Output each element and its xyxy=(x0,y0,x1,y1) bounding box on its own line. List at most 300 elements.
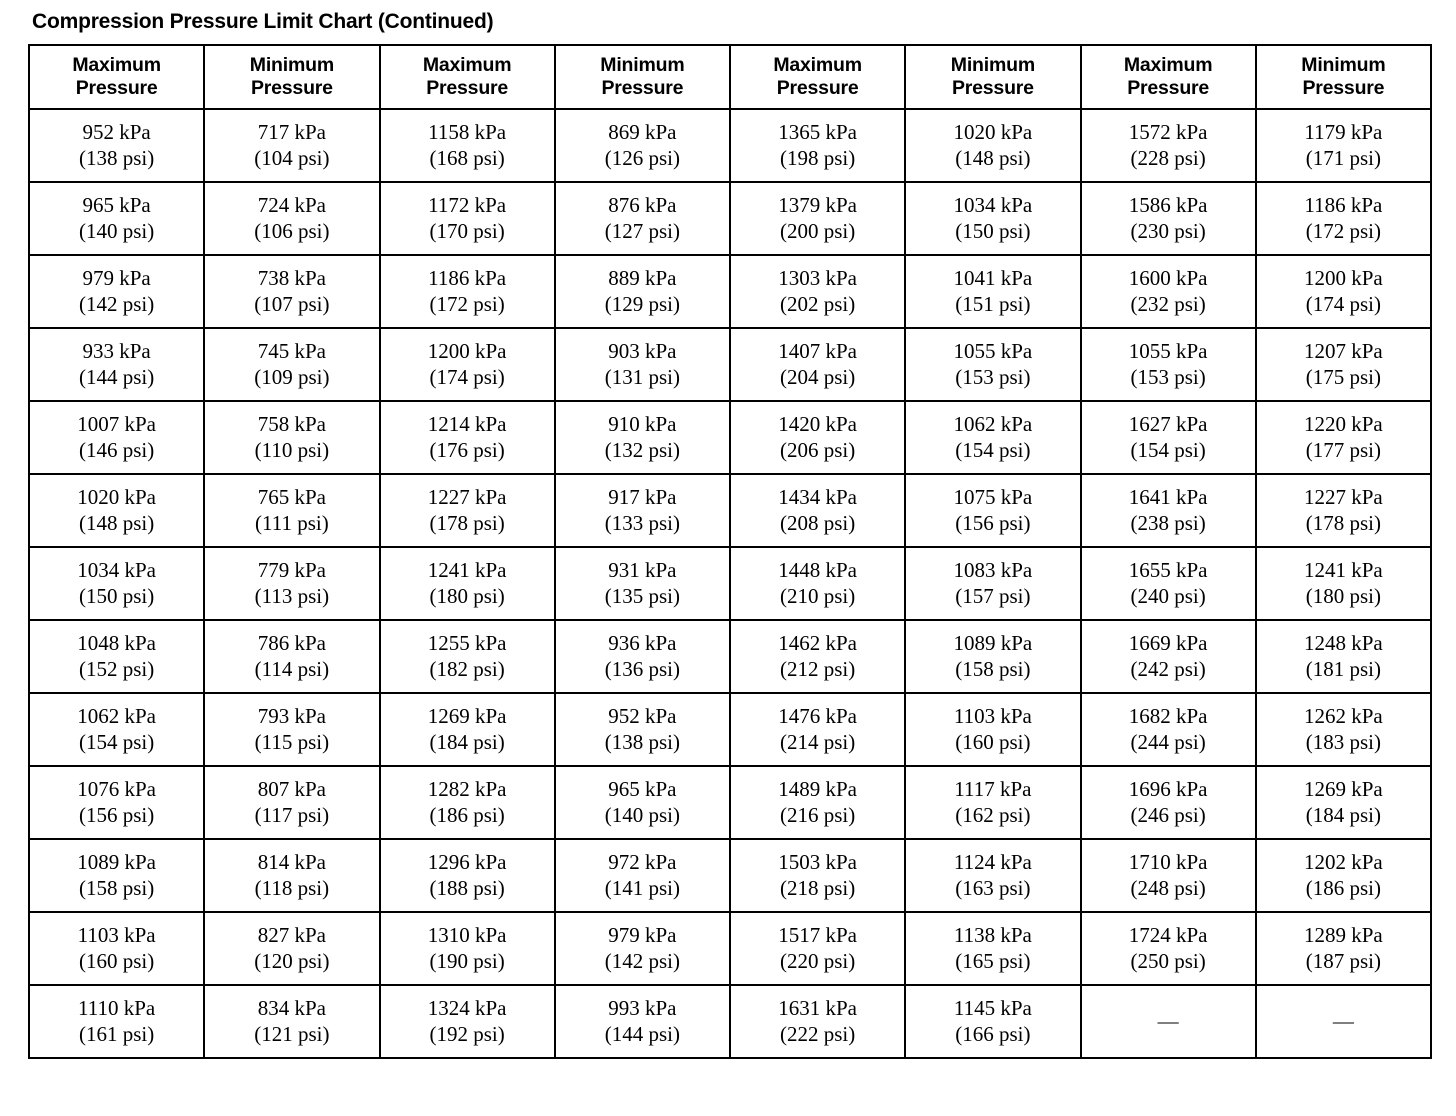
value-psi: (151 psi) xyxy=(955,291,1031,316)
column-header-min-pressure-4 xyxy=(1256,45,1431,109)
value-kpa: 1007 kPa xyxy=(77,411,156,436)
value-psi: (131 psi) xyxy=(604,364,680,389)
value-kpa: 1710 kPa xyxy=(1128,849,1208,874)
value-kpa: 1641 kPa xyxy=(1128,484,1208,509)
value-psi: (111 psi) xyxy=(255,510,329,535)
table-row xyxy=(29,839,1431,912)
table-cell xyxy=(204,547,379,620)
table-cell xyxy=(905,474,1080,547)
value-psi: (148 psi) xyxy=(79,510,155,535)
value-kpa: 1186 kPa xyxy=(1304,192,1383,217)
value-psi: (142 psi) xyxy=(79,291,155,316)
table-cell xyxy=(1081,255,1256,328)
value-kpa: 1600 kPa xyxy=(1128,265,1208,290)
table-cell xyxy=(730,912,905,985)
value-psi: (165 psi) xyxy=(955,948,1031,973)
value-kpa: 1048 kPa xyxy=(77,630,156,655)
header-line-2: Pressure xyxy=(1302,77,1385,99)
value-kpa: 889 kPa xyxy=(608,265,677,290)
header-line-1: Minimum xyxy=(600,54,685,76)
value-kpa: 1365 kPa xyxy=(778,119,857,144)
table-cell xyxy=(555,182,730,255)
table-cell xyxy=(204,182,379,255)
table-cell xyxy=(380,620,555,693)
value-kpa: 1200 kPa xyxy=(1304,265,1383,290)
table-cell xyxy=(1256,182,1431,255)
table-row xyxy=(29,182,1431,255)
table-cell xyxy=(555,839,730,912)
value-kpa: 1434 kPa xyxy=(778,484,857,509)
value-psi: (182 psi) xyxy=(429,656,505,681)
value-psi: (186 psi) xyxy=(429,802,505,827)
table-cell xyxy=(555,474,730,547)
page-title: Compression Pressure Limit Chart (Continued) xyxy=(32,10,494,33)
table-cell xyxy=(730,547,905,620)
value-kpa: 1303 kPa xyxy=(778,265,857,290)
value-kpa: 1103 kPa xyxy=(953,703,1032,728)
value-psi: (136 psi) xyxy=(604,656,680,681)
value-kpa: 1076 kPa xyxy=(77,776,156,801)
value-kpa: 1172 kPa xyxy=(428,192,507,217)
table-cell xyxy=(905,985,1080,1058)
value-psi: (200 psi) xyxy=(780,218,856,243)
value-psi: (180 psi) xyxy=(429,583,505,608)
table-cell xyxy=(730,182,905,255)
value-psi: (180 psi) xyxy=(1305,583,1381,608)
value-psi: (162 psi) xyxy=(955,802,1031,827)
table-cell-empty xyxy=(1256,985,1431,1058)
value-kpa: 952 kPa xyxy=(82,119,151,144)
value-kpa: 1034 kPa xyxy=(953,192,1033,217)
table-cell xyxy=(1256,328,1431,401)
table-cell xyxy=(905,255,1080,328)
table-cell xyxy=(730,620,905,693)
value-kpa: 1289 kPa xyxy=(1304,922,1383,947)
value-psi: (238 psi) xyxy=(1130,510,1206,535)
value-kpa: 1296 kPa xyxy=(427,849,507,874)
value-kpa: 1269 kPa xyxy=(427,703,507,728)
value-dash: — xyxy=(1157,1008,1179,1033)
table-cell xyxy=(29,620,204,693)
value-psi: (153 psi) xyxy=(1130,364,1206,389)
value-kpa: 1138 kPa xyxy=(953,922,1032,947)
value-psi: (184 psi) xyxy=(429,729,505,754)
table-cell xyxy=(1256,474,1431,547)
value-kpa: 1055 kPa xyxy=(953,338,1033,363)
value-psi: (176 psi) xyxy=(429,437,505,462)
value-psi: (204 psi) xyxy=(780,364,856,389)
value-kpa: 1241 kPa xyxy=(1304,557,1383,582)
value-psi: (138 psi) xyxy=(79,145,155,170)
table-cell xyxy=(204,912,379,985)
value-psi: (198 psi) xyxy=(780,145,856,170)
header-line-2: Pressure xyxy=(776,77,859,99)
value-psi: (107 psi) xyxy=(254,291,330,316)
value-kpa: 1020 kPa xyxy=(953,119,1033,144)
value-kpa: 1420 kPa xyxy=(778,411,857,436)
table-cell xyxy=(905,109,1080,182)
column-header-max-pressure-1 xyxy=(29,45,204,109)
table-cell xyxy=(905,620,1080,693)
table-row xyxy=(29,620,1431,693)
value-kpa: 1179 kPa xyxy=(1304,119,1383,144)
table-cell xyxy=(380,401,555,474)
value-dash: — xyxy=(1332,1008,1354,1033)
value-psi: (158 psi) xyxy=(955,656,1031,681)
table-cell xyxy=(730,985,905,1058)
table-row xyxy=(29,985,1431,1058)
table-cell xyxy=(29,766,204,839)
value-psi: (188 psi) xyxy=(429,875,505,900)
table-cell xyxy=(905,182,1080,255)
value-psi: (175 psi) xyxy=(1305,364,1381,389)
value-kpa: 1476 kPa xyxy=(778,703,857,728)
value-psi: (160 psi) xyxy=(955,729,1031,754)
table-row xyxy=(29,109,1431,182)
value-psi: (228 psi) xyxy=(1130,145,1206,170)
table-cell xyxy=(204,766,379,839)
table-cell xyxy=(1081,693,1256,766)
value-kpa: 1117 kPa xyxy=(954,776,1032,801)
table-cell xyxy=(29,255,204,328)
table-cell xyxy=(555,547,730,620)
value-psi: (232 psi) xyxy=(1130,291,1206,316)
value-psi: (113 psi) xyxy=(254,583,330,608)
value-psi: (138 psi) xyxy=(604,729,680,754)
value-kpa: 724 kPa xyxy=(257,192,326,217)
value-kpa: 1262 kPa xyxy=(1304,703,1383,728)
value-kpa: 1682 kPa xyxy=(1128,703,1208,728)
value-kpa: 827 kPa xyxy=(257,922,326,947)
value-psi: (132 psi) xyxy=(604,437,680,462)
value-psi: (144 psi) xyxy=(604,1021,680,1046)
value-psi: (157 psi) xyxy=(955,583,1031,608)
table-cell xyxy=(204,693,379,766)
value-kpa: 979 kPa xyxy=(608,922,677,947)
value-psi: (240 psi) xyxy=(1130,583,1206,608)
value-psi: (212 psi) xyxy=(780,656,856,681)
table-cell xyxy=(29,328,204,401)
value-psi: (168 psi) xyxy=(429,145,505,170)
table-cell xyxy=(380,255,555,328)
value-kpa: 717 kPa xyxy=(257,119,326,144)
table-cell xyxy=(730,693,905,766)
table-cell xyxy=(1256,620,1431,693)
value-kpa: 933 kPa xyxy=(82,338,151,363)
value-kpa: 952 kPa xyxy=(608,703,677,728)
value-psi: (126 psi) xyxy=(604,145,680,170)
value-kpa: 965 kPa xyxy=(82,192,151,217)
value-psi: (174 psi) xyxy=(429,364,505,389)
table-cell xyxy=(905,401,1080,474)
value-psi: (246 psi) xyxy=(1130,802,1206,827)
table-cell xyxy=(1256,255,1431,328)
value-kpa: 1572 kPa xyxy=(1128,119,1208,144)
value-psi: (230 psi) xyxy=(1130,218,1206,243)
table-cell xyxy=(730,255,905,328)
value-kpa: 1489 kPa xyxy=(778,776,857,801)
value-kpa: 1255 kPa xyxy=(427,630,507,655)
value-psi: (214 psi) xyxy=(780,729,856,754)
table-cell xyxy=(555,912,730,985)
value-kpa: 1020 kPa xyxy=(77,484,156,509)
table-row xyxy=(29,912,1431,985)
column-header-min-pressure-1 xyxy=(204,45,379,109)
value-psi: (117 psi) xyxy=(254,802,330,827)
table-cell xyxy=(204,985,379,1058)
value-psi: (177 psi) xyxy=(1305,437,1381,462)
value-kpa: 1627 kPa xyxy=(1128,411,1208,436)
header-line-2: Pressure xyxy=(426,77,509,99)
value-kpa: 1669 kPa xyxy=(1128,630,1208,655)
value-kpa: 1062 kPa xyxy=(77,703,156,728)
value-psi: (135 psi) xyxy=(604,583,680,608)
value-kpa: 1696 kPa xyxy=(1128,776,1208,801)
header-line-1: Maximum xyxy=(773,54,862,76)
header-line-1: Maximum xyxy=(1123,54,1213,76)
value-kpa: 807 kPa xyxy=(257,776,326,801)
value-psi: (172 psi) xyxy=(1305,218,1381,243)
value-kpa: 1083 kPa xyxy=(953,557,1033,582)
value-psi: (172 psi) xyxy=(429,291,505,316)
table-cell xyxy=(1256,839,1431,912)
value-psi: (158 psi) xyxy=(79,875,155,900)
table-cell xyxy=(380,693,555,766)
value-psi: (216 psi) xyxy=(780,802,856,827)
table-cell xyxy=(905,766,1080,839)
value-psi: (127 psi) xyxy=(604,218,680,243)
value-psi: (218 psi) xyxy=(780,875,856,900)
value-psi: (154 psi) xyxy=(955,437,1031,462)
value-psi: (160 psi) xyxy=(79,948,155,973)
table-cell xyxy=(1256,547,1431,620)
value-kpa: 1110 kPa xyxy=(78,995,156,1020)
column-header-max-pressure-2 xyxy=(380,45,555,109)
value-psi: (141 psi) xyxy=(604,875,680,900)
table-cell xyxy=(730,839,905,912)
header-line-2: Pressure xyxy=(601,77,684,99)
table-cell xyxy=(1256,766,1431,839)
value-psi: (109 psi) xyxy=(254,364,330,389)
value-kpa: 1062 kPa xyxy=(953,411,1033,436)
table-cell xyxy=(29,182,204,255)
table-cell xyxy=(29,474,204,547)
value-psi: (250 psi) xyxy=(1130,948,1206,973)
table-cell xyxy=(380,766,555,839)
value-psi: (248 psi) xyxy=(1130,875,1206,900)
value-psi: (242 psi) xyxy=(1130,656,1206,681)
table-row xyxy=(29,328,1431,401)
value-kpa: 1724 kPa xyxy=(1128,922,1208,947)
table-row xyxy=(29,547,1431,620)
table-cell xyxy=(1256,401,1431,474)
value-psi: (114 psi) xyxy=(254,656,330,681)
value-kpa: 745 kPa xyxy=(257,338,326,363)
table-cell xyxy=(1256,912,1431,985)
table-row xyxy=(29,401,1431,474)
value-psi: (190 psi) xyxy=(429,948,505,973)
value-psi: (156 psi) xyxy=(79,802,155,827)
value-kpa: 1055 kPa xyxy=(1128,338,1208,363)
table-cell xyxy=(380,328,555,401)
value-psi: (244 psi) xyxy=(1130,729,1206,754)
value-kpa: 979 kPa xyxy=(82,265,151,290)
value-kpa: 1407 kPa xyxy=(778,338,857,363)
table-cell xyxy=(555,109,730,182)
table-cell xyxy=(29,401,204,474)
table-cell xyxy=(29,547,204,620)
table-cell xyxy=(1081,912,1256,985)
compression-pressure-table xyxy=(28,44,1432,1059)
value-psi: (170 psi) xyxy=(429,218,505,243)
table-cell xyxy=(1256,693,1431,766)
value-psi: (118 psi) xyxy=(254,875,330,900)
table-row xyxy=(29,255,1431,328)
value-kpa: 1282 kPa xyxy=(427,776,507,801)
table-cell xyxy=(1081,620,1256,693)
value-psi: (150 psi) xyxy=(79,583,155,608)
value-psi: (144 psi) xyxy=(79,364,155,389)
table-cell xyxy=(29,912,204,985)
value-psi: (206 psi) xyxy=(780,437,856,462)
table-cell xyxy=(380,109,555,182)
table-cell xyxy=(380,912,555,985)
table-cell xyxy=(1256,109,1431,182)
table-cell xyxy=(204,109,379,182)
table-cell xyxy=(905,839,1080,912)
value-kpa: 1227 kPa xyxy=(427,484,507,509)
table-row xyxy=(29,766,1431,839)
value-psi: (183 psi) xyxy=(1305,729,1381,754)
value-kpa: 1202 kPa xyxy=(1304,849,1383,874)
value-kpa: 1586 kPa xyxy=(1128,192,1208,217)
value-kpa: 1124 kPa xyxy=(953,849,1032,874)
table-cell xyxy=(29,693,204,766)
value-kpa: 993 kPa xyxy=(608,995,677,1020)
value-psi: (163 psi) xyxy=(955,875,1031,900)
table-cell xyxy=(1081,401,1256,474)
table-cell xyxy=(730,474,905,547)
header-line-2: Pressure xyxy=(1127,77,1210,99)
table-cell xyxy=(730,109,905,182)
value-psi: (220 psi) xyxy=(780,948,856,973)
table-cell xyxy=(1081,328,1256,401)
value-kpa: 1145 kPa xyxy=(953,995,1032,1020)
value-kpa: 738 kPa xyxy=(257,265,326,290)
value-psi: (142 psi) xyxy=(604,948,680,973)
value-kpa: 1462 kPa xyxy=(778,630,857,655)
value-kpa: 834 kPa xyxy=(257,995,326,1020)
value-psi: (104 psi) xyxy=(254,145,330,170)
table-cell xyxy=(1081,547,1256,620)
table-cell-empty xyxy=(1081,985,1256,1058)
table-cell xyxy=(29,985,204,1058)
value-kpa: 1207 kPa xyxy=(1304,338,1383,363)
table-cell xyxy=(905,693,1080,766)
value-psi: (140 psi) xyxy=(604,802,680,827)
value-psi: (154 psi) xyxy=(1130,437,1206,462)
column-header-max-pressure-4 xyxy=(1081,45,1256,109)
value-kpa: 1089 kPa xyxy=(953,630,1033,655)
column-header-max-pressure-3 xyxy=(730,45,905,109)
value-psi: (161 psi) xyxy=(79,1021,155,1046)
value-kpa: 1517 kPa xyxy=(778,922,857,947)
value-kpa: 1269 kPa xyxy=(1304,776,1383,801)
table-cell xyxy=(555,328,730,401)
value-psi: (166 psi) xyxy=(955,1021,1031,1046)
value-kpa: 1241 kPa xyxy=(427,557,507,582)
table-cell xyxy=(1081,109,1256,182)
value-psi: (129 psi) xyxy=(604,291,680,316)
value-psi: (153 psi) xyxy=(955,364,1031,389)
value-psi: (106 psi) xyxy=(254,218,330,243)
table-body xyxy=(29,109,1431,1058)
value-kpa: 793 kPa xyxy=(257,703,326,728)
value-kpa: 936 kPa xyxy=(608,630,677,655)
value-psi: (171 psi) xyxy=(1305,145,1381,170)
table-cell xyxy=(905,547,1080,620)
value-psi: (178 psi) xyxy=(1305,510,1381,535)
value-kpa: 1379 kPa xyxy=(778,192,857,217)
table-cell xyxy=(555,766,730,839)
value-kpa: 1075 kPa xyxy=(953,484,1033,509)
value-psi: (121 psi) xyxy=(254,1021,330,1046)
value-psi: (202 psi) xyxy=(780,291,856,316)
value-kpa: 1214 kPa xyxy=(427,411,507,436)
value-kpa: 786 kPa xyxy=(257,630,326,655)
value-kpa: 1089 kPa xyxy=(77,849,156,874)
value-kpa: 1655 kPa xyxy=(1128,557,1208,582)
table-cell xyxy=(1081,839,1256,912)
value-psi: (120 psi) xyxy=(254,948,330,973)
value-psi: (110 psi) xyxy=(254,437,330,462)
table-cell xyxy=(730,328,905,401)
value-kpa: 972 kPa xyxy=(608,849,677,874)
value-kpa: 910 kPa xyxy=(608,411,677,436)
value-kpa: 1034 kPa xyxy=(77,557,156,582)
value-kpa: 1448 kPa xyxy=(778,557,857,582)
value-kpa: 965 kPa xyxy=(608,776,677,801)
table-cell xyxy=(555,401,730,474)
value-kpa: 876 kPa xyxy=(608,192,677,217)
value-psi: (150 psi) xyxy=(955,218,1031,243)
header-line-2: Pressure xyxy=(75,77,158,99)
table-cell xyxy=(380,547,555,620)
table-cell xyxy=(905,912,1080,985)
value-kpa: 765 kPa xyxy=(257,484,326,509)
table-cell xyxy=(204,839,379,912)
value-psi: (148 psi) xyxy=(955,145,1031,170)
value-psi: (178 psi) xyxy=(429,510,505,535)
table-cell xyxy=(1081,474,1256,547)
header-line-1: Minimum xyxy=(1301,54,1386,76)
value-psi: (186 psi) xyxy=(1305,875,1381,900)
value-kpa: 869 kPa xyxy=(608,119,677,144)
value-psi: (154 psi) xyxy=(79,729,155,754)
table-cell xyxy=(29,839,204,912)
value-kpa: 779 kPa xyxy=(257,557,326,582)
value-kpa: 1103 kPa xyxy=(77,922,156,947)
value-kpa: 1041 kPa xyxy=(953,265,1033,290)
table-cell xyxy=(555,985,730,1058)
value-kpa: 1503 kPa xyxy=(778,849,857,874)
value-kpa: 1310 kPa xyxy=(427,922,507,947)
header-line-1: Minimum xyxy=(950,54,1035,76)
table-cell xyxy=(204,401,379,474)
value-psi: (156 psi) xyxy=(955,510,1031,535)
header-line-1: Maximum xyxy=(422,54,512,76)
table-cell xyxy=(730,401,905,474)
